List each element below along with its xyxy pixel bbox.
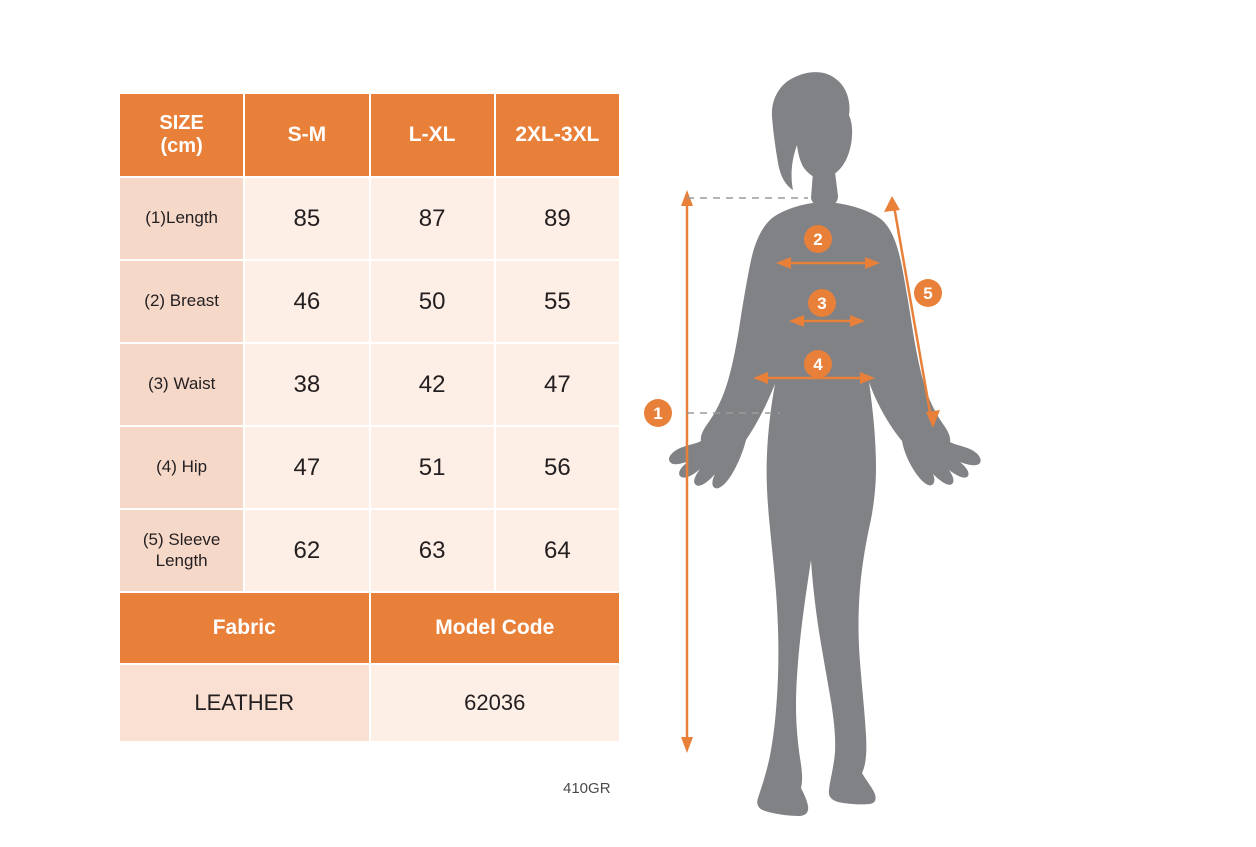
table-footer-value-row (119, 664, 620, 742)
table-header-row (119, 93, 620, 177)
table-footer-header-row (119, 592, 620, 664)
table-row (119, 177, 620, 260)
footer-value-fabric: LEATHER (119, 664, 370, 742)
footer-value-model-code: 62036 (370, 664, 621, 742)
cell-waist-2xl3xl: 47 (495, 343, 620, 426)
row-label-waist: (3) Waist (119, 343, 244, 426)
header-size-cm (119, 93, 244, 177)
measurement-figure-panel (630, 20, 1250, 830)
sleeve-arrow-head-top (884, 196, 900, 212)
cell-length-sm: 85 (244, 177, 369, 260)
cell-hip-2xl3xl: 56 (495, 426, 620, 509)
table-row (119, 426, 620, 509)
marker-badge-3-label: 3 (817, 294, 827, 313)
marker-badge-4 (804, 350, 832, 378)
marker-badge-5 (914, 279, 942, 307)
footer-header-model-code: Model Code (370, 592, 621, 664)
row-label-sleeve-line1: (5) Sleeve (142, 530, 221, 550)
row-label-hip: (4) Hip (119, 426, 244, 509)
cell-breast-2xl3xl: 55 (495, 260, 620, 343)
header-col-lxl: L-XL (370, 93, 495, 177)
marker-badge-5-label: 5 (923, 284, 933, 303)
row-label-sleeve-line2: Length (155, 550, 208, 570)
cell-breast-lxl: 50 (370, 260, 495, 343)
row-label-breast: (2) Breast (119, 260, 244, 343)
cell-length-2xl3xl: 89 (495, 177, 620, 260)
cell-breast-sm: 46 (244, 260, 369, 343)
marker-badge-1-label: 1 (653, 404, 663, 423)
marker-badge-1 (644, 399, 672, 427)
table-row (119, 260, 620, 343)
marker-badge-3 (808, 289, 836, 317)
row-label-length: (1)Length (119, 177, 244, 260)
table-row (119, 509, 620, 592)
length-arrow-head-bottom (681, 737, 693, 753)
cell-hip-sm: 47 (244, 426, 369, 509)
cell-length-lxl: 87 (370, 177, 495, 260)
model-reference-text: 410GR (563, 780, 611, 797)
header-size-line1: SIZE (159, 112, 204, 134)
cell-sleeve-lxl: 63 (370, 509, 495, 592)
header-col-sm: S-M (244, 93, 369, 177)
cell-hip-lxl: 51 (370, 426, 495, 509)
cell-waist-sm: 38 (244, 343, 369, 426)
size-chart-table (118, 92, 621, 743)
marker-badge-2 (804, 225, 832, 253)
header-col-2xl3xl: 2XL-3XL (495, 93, 620, 177)
cell-sleeve-sm: 62 (244, 509, 369, 592)
cell-waist-lxl: 42 (370, 343, 495, 426)
table-row (119, 343, 620, 426)
footer-header-fabric: Fabric (119, 592, 370, 664)
row-label-sleeve-length (119, 509, 244, 592)
header-size-line2: (cm) (160, 135, 203, 157)
cell-sleeve-2xl3xl: 64 (495, 509, 620, 592)
marker-badge-2-label: 2 (813, 230, 823, 249)
female-silhouette-icon (669, 72, 981, 816)
marker-badge-4-label: 4 (813, 355, 823, 374)
